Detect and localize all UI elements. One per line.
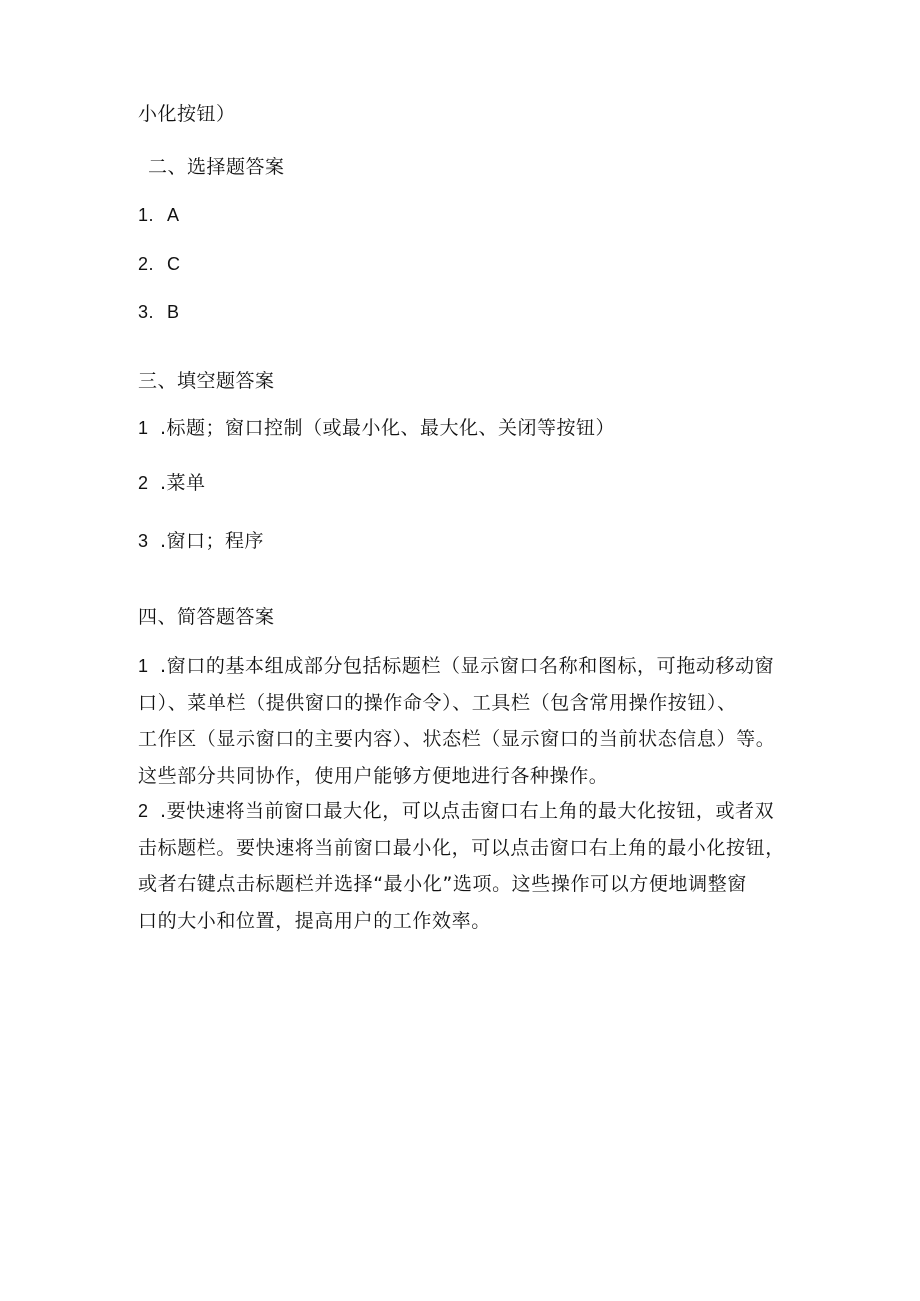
answer-text: .窗口；程序 [160, 530, 265, 552]
item-number: 1 [138, 418, 149, 438]
section-heading-fill-in: 三、填空题答案 [138, 370, 275, 392]
item-number: 2. [138, 254, 155, 274]
item-number: 1 [138, 656, 149, 676]
item-number: 3 [138, 531, 149, 551]
mc-answer-2 [138, 252, 181, 276]
paragraph-line: 击标题栏。要快速将当前窗口最小化，可以点击窗口右上角的最小化按钮， [138, 836, 785, 859]
short-answer-2 [138, 793, 798, 939]
answer-value: C [167, 254, 181, 274]
mc-answer-3 [138, 300, 180, 324]
paragraph-line: 工作区（显示窗口的主要内容）、状态栏（显示窗口的当前状态信息）等。 [138, 728, 776, 750]
short-answer-1 [138, 648, 798, 794]
section-heading-multiple-choice: 二、选择题答案 [148, 156, 285, 178]
item-number: 1. [138, 205, 155, 225]
answer-value: B [167, 302, 180, 322]
answer-value: A [167, 205, 180, 225]
fill-answer-2 [138, 471, 206, 495]
fill-answer-3 [138, 529, 264, 553]
paragraph-line: 口的大小和位置，提高用户的工作效率。 [138, 909, 491, 932]
answer-text: .标题；窗口控制（或最小化、最大化、关闭等按钮） [160, 417, 616, 439]
item-number: 2 [138, 801, 149, 821]
item-number: 2 [138, 473, 149, 493]
item-number: 3. [138, 302, 155, 322]
paragraph-line: 2 .要快速将当前窗口最大化，可以点击窗口右上角的最大化按钮，或者双 [138, 793, 798, 830]
paragraph-line: 这些部分共同协作，使用户能够方便地进行各种操作。 [138, 764, 609, 787]
paragraph-line: 或者右键点击标题栏并选择“最小化”选项。这些操作可以方便地调整窗 [138, 873, 747, 895]
paragraph-line: 口）、菜单栏（提供窗口的操作命令）、工具栏（包含常用操作按钮）、 [138, 691, 737, 714]
paragraph-line: 1 .窗口的基本组成部分包括标题栏（显示窗口名称和图标，可拖动移动窗 [138, 648, 798, 685]
section-heading-short-answer: 四、简答题答案 [138, 606, 275, 628]
continuation-text: 小化按钮） [138, 103, 236, 125]
mc-answer-1 [138, 203, 180, 227]
answer-text: .菜单 [160, 472, 206, 494]
fill-answer-1 [138, 416, 615, 440]
